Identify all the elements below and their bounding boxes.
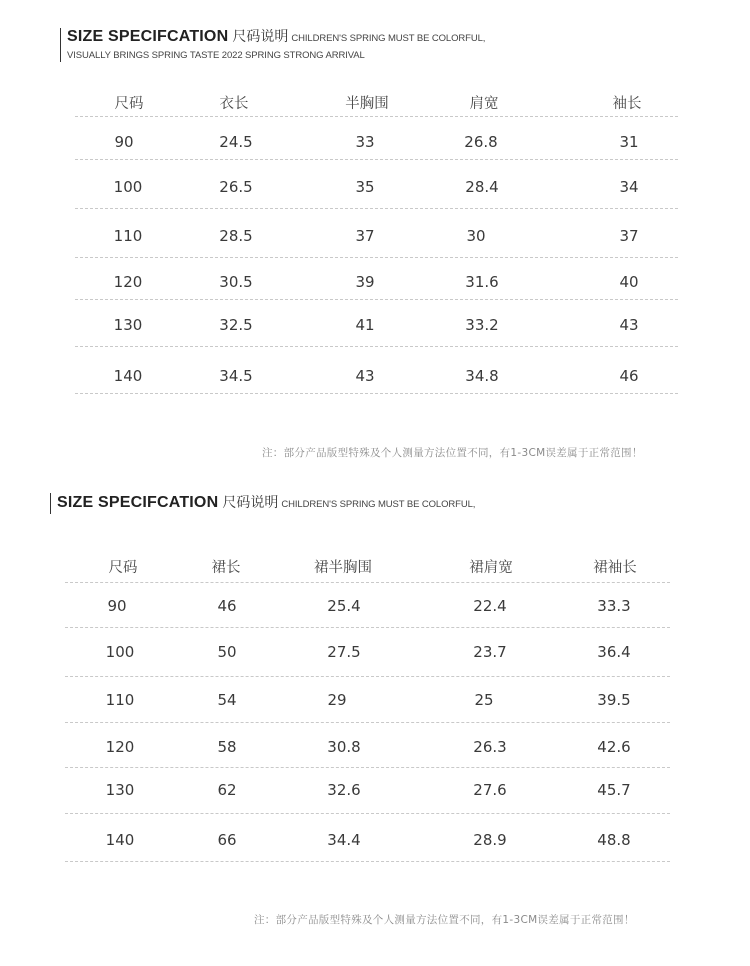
table-cell: 34.4 bbox=[327, 831, 361, 849]
table-cell: 37 bbox=[619, 227, 639, 245]
table-cell: 30.8 bbox=[327, 738, 361, 756]
table-cell: 34.8 bbox=[465, 367, 499, 385]
heading-title: SIZE SPECIFCATION bbox=[57, 494, 219, 511]
table-cell: 33 bbox=[355, 133, 375, 151]
row-divider bbox=[75, 299, 678, 300]
table-cell: 34 bbox=[619, 178, 639, 196]
table-cell: 28.4 bbox=[465, 178, 499, 196]
table-cell: 26.5 bbox=[219, 178, 253, 196]
table-cell: 42.6 bbox=[597, 738, 631, 756]
size-note: 注：部分产品版型特殊及个人测量方法位置不同，有1-3CM误差属于正常范围！ bbox=[262, 447, 643, 459]
table-cell: 25.4 bbox=[327, 597, 361, 615]
table-cell: 140 bbox=[105, 831, 135, 849]
col-header-skirt-shoulder: 裙肩宽 bbox=[469, 560, 513, 576]
col-header-size: 尺码 bbox=[108, 560, 138, 576]
table-cell: 90 bbox=[114, 133, 134, 151]
table-cell: 31.6 bbox=[465, 273, 499, 291]
size-note: 注：部分产品版型特殊及个人测量方法位置不同，有1-3CM误差属于正常范围！ bbox=[254, 914, 635, 926]
table-cell: 36.4 bbox=[597, 643, 631, 661]
table-cell: 27.6 bbox=[473, 781, 507, 799]
table-cell: 30.5 bbox=[219, 273, 253, 291]
table-cell: 26.8 bbox=[464, 133, 498, 151]
table-cell: 27.5 bbox=[327, 643, 361, 661]
table-cell: 28.9 bbox=[473, 831, 507, 849]
row-divider bbox=[65, 722, 670, 723]
table-cell: 48.8 bbox=[597, 831, 631, 849]
col-header-size: 尺码 bbox=[114, 96, 144, 112]
row-divider bbox=[75, 346, 678, 347]
heading-title-cn: 尺码说明 bbox=[222, 495, 279, 511]
table-cell: 110 bbox=[113, 227, 143, 245]
row-divider bbox=[65, 813, 670, 814]
col-header-shoulder: 肩宽 bbox=[469, 96, 499, 112]
col-header-skirt-half-chest: 裙半胸围 bbox=[314, 560, 372, 576]
table-cell: 100 bbox=[113, 178, 143, 196]
table-cell: 120 bbox=[113, 273, 143, 291]
table-cell: 130 bbox=[113, 316, 143, 334]
table-cell: 66 bbox=[217, 831, 237, 849]
table-cell: 28.5 bbox=[219, 227, 253, 245]
table-cell: 32.6 bbox=[327, 781, 361, 799]
table-cell: 33.2 bbox=[465, 316, 499, 334]
table-cell: 22.4 bbox=[473, 597, 507, 615]
table-cell: 39 bbox=[355, 273, 375, 291]
col-header-sleeve: 袖长 bbox=[612, 96, 642, 112]
col-header-skirt-length: 裙长 bbox=[211, 560, 241, 576]
table-cell: 24.5 bbox=[219, 133, 253, 151]
table-cell: 90 bbox=[107, 597, 127, 615]
col-header-half-chest: 半胸围 bbox=[345, 96, 389, 112]
table-cell: 58 bbox=[217, 738, 237, 756]
col-header-length: 衣长 bbox=[219, 96, 249, 112]
heading-tagline: CHILDREN'S SPRING MUST BE COLORFUL, bbox=[281, 499, 476, 510]
table-2-heading bbox=[50, 493, 475, 514]
table-cell: 29 bbox=[327, 691, 347, 709]
table-cell: 120 bbox=[105, 738, 135, 756]
table-cell: 100 bbox=[105, 643, 135, 661]
table-cell: 130 bbox=[105, 781, 135, 799]
row-divider bbox=[65, 627, 670, 628]
row-divider bbox=[75, 159, 678, 160]
table-cell: 110 bbox=[105, 691, 135, 709]
table-cell: 62 bbox=[217, 781, 237, 799]
table-cell: 34.5 bbox=[219, 367, 253, 385]
table-cell: 33.3 bbox=[597, 597, 631, 615]
heading-title-cn: 尺码说明 bbox=[232, 29, 289, 45]
table-cell: 26.3 bbox=[473, 738, 507, 756]
row-divider bbox=[75, 208, 678, 209]
table-cell: 32.5 bbox=[219, 316, 253, 334]
row-divider bbox=[75, 257, 678, 258]
table-cell: 50 bbox=[217, 643, 237, 661]
table-cell: 140 bbox=[113, 367, 143, 385]
col-header-skirt-sleeve: 裙袖长 bbox=[593, 560, 637, 576]
table-cell: 43 bbox=[355, 367, 375, 385]
table-cell: 43 bbox=[619, 316, 639, 334]
table-cell: 39.5 bbox=[597, 691, 631, 709]
table-cell: 35 bbox=[355, 178, 375, 196]
heading-tagline: CHILDREN'S SPRING MUST BE COLORFUL, bbox=[291, 33, 486, 44]
heading-title: SIZE SPECIFCATION bbox=[67, 28, 229, 45]
row-divider bbox=[75, 116, 678, 117]
table-cell: 46 bbox=[217, 597, 237, 615]
table-cell: 25 bbox=[474, 691, 494, 709]
row-divider bbox=[75, 393, 678, 394]
table-cell: 46 bbox=[619, 367, 639, 385]
table-cell: 40 bbox=[619, 273, 639, 291]
row-divider bbox=[65, 676, 670, 677]
table-cell: 45.7 bbox=[597, 781, 631, 799]
row-divider bbox=[65, 582, 670, 583]
row-divider bbox=[65, 861, 670, 862]
table-cell: 54 bbox=[217, 691, 237, 709]
table-cell: 31 bbox=[619, 133, 639, 151]
heading-subline: VISUALLY BRINGS SPRING TASTE 2022 SPRING STRONG ARRIVAL bbox=[67, 50, 365, 61]
table-cell: 23.7 bbox=[473, 643, 507, 661]
table-cell: 41 bbox=[355, 316, 375, 334]
table-1-heading bbox=[60, 28, 485, 62]
table-cell: 30 bbox=[466, 227, 486, 245]
table-cell: 37 bbox=[355, 227, 375, 245]
row-divider bbox=[65, 767, 670, 768]
